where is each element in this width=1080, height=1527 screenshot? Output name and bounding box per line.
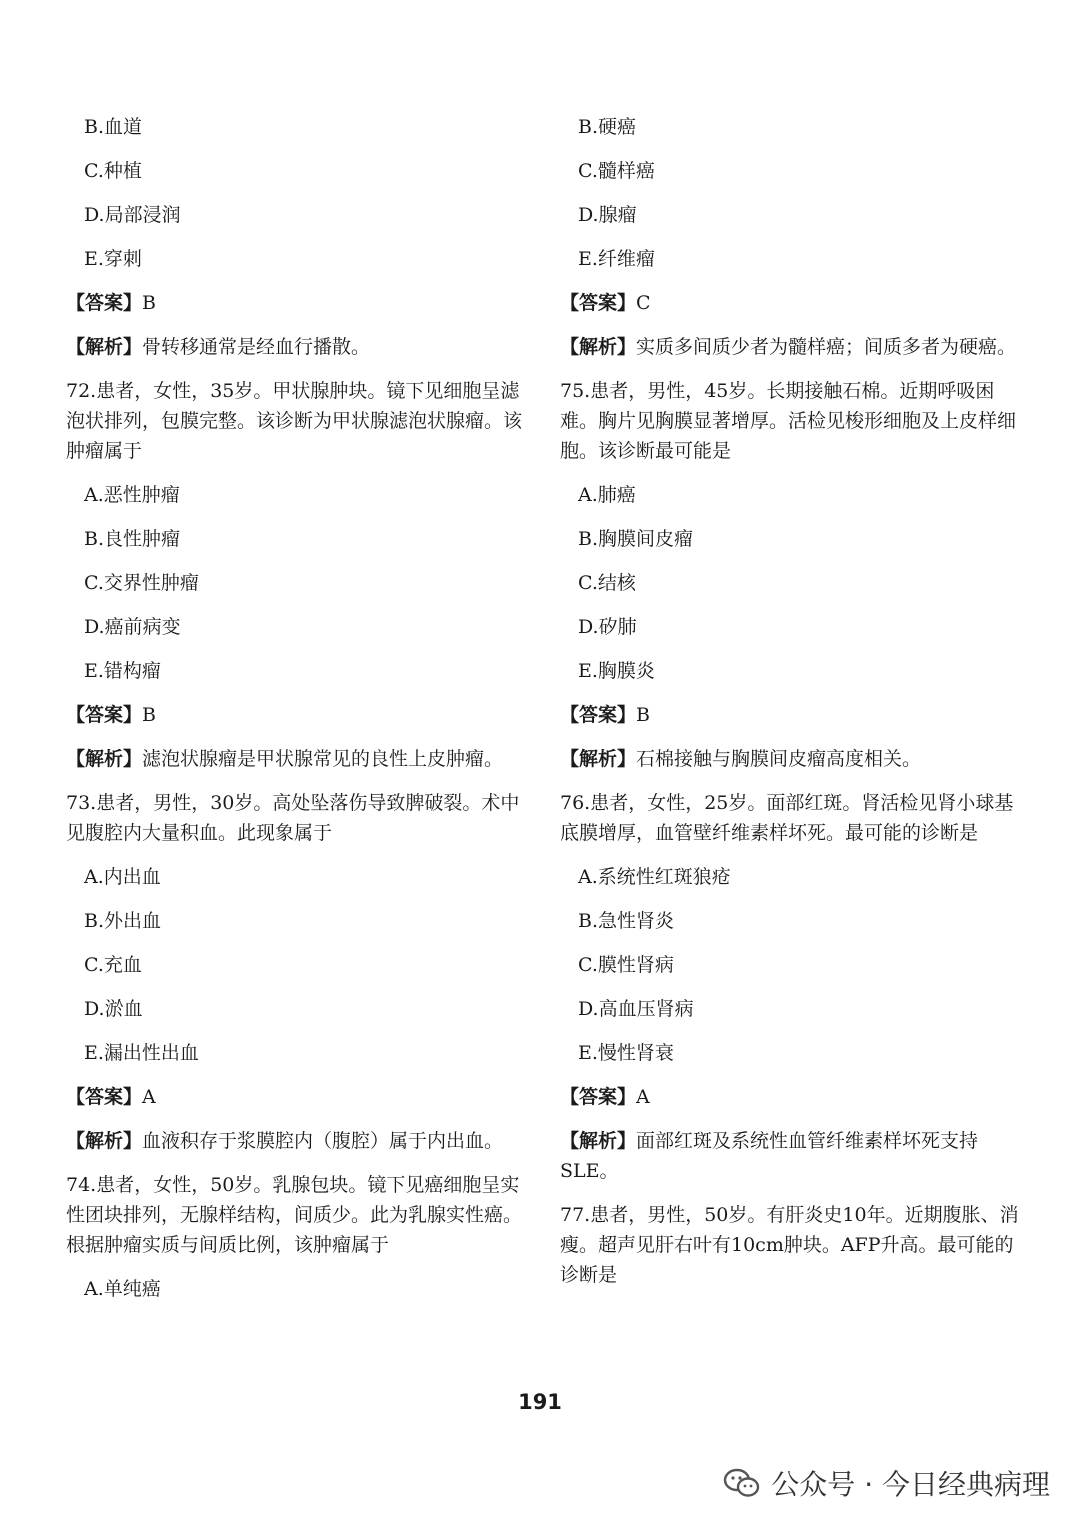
q76-explanation bbox=[560, 1126, 1025, 1186]
q75-explanation bbox=[560, 744, 1025, 774]
q73-answer bbox=[66, 1082, 531, 1112]
q74-option-d: D.腺瘤 bbox=[578, 204, 637, 226]
explanation-text: 面部红斑及系统性血管纤维素样坏死支持SLE。 bbox=[560, 1130, 979, 1182]
q72-answer bbox=[66, 700, 531, 730]
q74-option-b: B.硬癌 bbox=[578, 116, 637, 138]
answer-label: 【答案】 bbox=[66, 1086, 143, 1108]
q75-option-b: B.胸膜间皮瘤 bbox=[578, 528, 694, 550]
answer-value: B bbox=[142, 292, 156, 314]
answer-value: A bbox=[636, 1086, 650, 1108]
q73-option-d: D.淤血 bbox=[84, 998, 143, 1020]
q71-option-e: E.穿刺 bbox=[84, 248, 142, 270]
q71-option-b: B.血道 bbox=[84, 116, 143, 138]
q74-question: 74.患者，女性，50岁。乳腺包块。镜下见癌细胞呈实性团块排列，无腺样结构，间质少。此为乳腺实性癌。根据肿瘤实质与间质比例，该肿瘤属于 bbox=[66, 1174, 523, 1256]
q76-question: 76.患者，女性，25岁。面部红斑。肾活检见肾小球基底膜增厚，血管壁纤维素样坏死。最可能的诊断是 bbox=[560, 792, 1014, 844]
q72-option-b: B.良性肿瘤 bbox=[84, 528, 181, 550]
explanation-text: 实质多间质少者为髓样癌；间质多者为硬癌。 bbox=[636, 336, 1017, 358]
explanation-label: 【解析】 bbox=[66, 336, 143, 358]
wechat-icon bbox=[723, 1467, 761, 1499]
answer-label: 【答案】 bbox=[66, 292, 143, 314]
q76-option-c: C.膜性肾病 bbox=[578, 954, 674, 976]
q71-option-c: C.种植 bbox=[84, 160, 142, 182]
q76-option-a: A.系统性红斑狼疮 bbox=[578, 866, 731, 888]
q74-option-e: E.纤维瘤 bbox=[578, 248, 655, 270]
explanation-label: 【解析】 bbox=[66, 748, 143, 770]
q72-option-a: A.恶性肿瘤 bbox=[84, 484, 180, 506]
q76-option-d: D.高血压肾病 bbox=[578, 998, 694, 1020]
q76-option-b: B.急性肾炎 bbox=[578, 910, 675, 932]
q76-answer bbox=[560, 1082, 1025, 1112]
q72-option-e: E.错构瘤 bbox=[84, 660, 161, 682]
answer-value: A bbox=[142, 1086, 156, 1108]
q75-option-e: E.胸膜炎 bbox=[578, 660, 655, 682]
explanation-text: 骨转移通常是经血行播散。 bbox=[142, 336, 371, 358]
explanation-text: 石棉接触与胸膜间皮瘤高度相关。 bbox=[636, 748, 922, 770]
q76-option-e: E.慢性肾衰 bbox=[578, 1042, 674, 1064]
q73-option-e: E.漏出性出血 bbox=[84, 1042, 199, 1064]
q73-option-b: B.外出血 bbox=[84, 910, 162, 932]
q74-option-c: C.髓样癌 bbox=[578, 160, 655, 182]
q75-answer bbox=[560, 700, 1025, 730]
q73-explanation bbox=[66, 1126, 531, 1156]
answer-value: C bbox=[636, 292, 651, 314]
q75-question: 75.患者，男性，45岁。长期接触石棉。近期呼吸困难。胸片见胸膜显著增厚。活检见梭形细胞及上皮样细胞。该诊断最可能是 bbox=[560, 380, 1017, 462]
q73-option-a: A.内出血 bbox=[84, 866, 161, 888]
q72-explanation bbox=[66, 744, 531, 774]
q75-option-c: C.结核 bbox=[578, 572, 636, 594]
explanation-label: 【解析】 bbox=[560, 1130, 637, 1152]
explanation-text: 滤泡状腺瘤是甲状腺常见的良性上皮肿瘤。 bbox=[142, 748, 504, 770]
answer-label: 【答案】 bbox=[560, 292, 637, 314]
q77-question: 77.患者，男性，50岁。有肝炎史10年。近期腹胀、消瘦。超声见肝右叶有10cm肿块。AFP升高。最可能的诊断是 bbox=[560, 1204, 1019, 1286]
q74-answer bbox=[560, 288, 1025, 318]
answer-label: 【答案】 bbox=[66, 704, 143, 726]
watermark-text: 公众号 · 今日经典病理 bbox=[771, 1468, 1050, 1501]
watermark bbox=[723, 1463, 1050, 1503]
explanation-label: 【解析】 bbox=[560, 748, 637, 770]
page-number: 191 bbox=[518, 1390, 562, 1414]
q71-option-d: D.局部浸润 bbox=[84, 204, 181, 226]
q75-option-a: A.肺癌 bbox=[578, 484, 636, 506]
q72-option-c: C.交界性肿瘤 bbox=[84, 572, 199, 594]
q73-question: 73.患者，男性，30岁。高处坠落伤导致脾破裂。术中见腹腔内大量积血。此现象属于 bbox=[66, 792, 520, 844]
explanation-text: 血液积存于浆膜腔内（腹腔）属于内出血。 bbox=[142, 1130, 504, 1152]
q72-option-d: D.癌前病变 bbox=[84, 616, 181, 638]
q73-option-c: C.充血 bbox=[84, 954, 142, 976]
q71-explanation bbox=[66, 332, 531, 362]
q71-answer bbox=[66, 288, 531, 318]
q72-question: 72.患者，女性，35岁。甲状腺肿块。镜下见细胞呈滤泡状排列，包膜完整。该诊断为甲状腺滤泡状腺瘤。该肿瘤属于 bbox=[66, 380, 523, 462]
answer-value: B bbox=[636, 704, 650, 726]
answer-label: 【答案】 bbox=[560, 1086, 637, 1108]
explanation-label: 【解析】 bbox=[66, 1130, 143, 1152]
answer-value: B bbox=[142, 704, 156, 726]
q74-explanation bbox=[560, 332, 1025, 362]
left-column bbox=[66, 112, 531, 1318]
q74-option-a: A.单纯癌 bbox=[84, 1278, 161, 1300]
answer-label: 【答案】 bbox=[560, 704, 637, 726]
q75-option-d: D.矽肺 bbox=[578, 616, 637, 638]
right-column bbox=[560, 112, 1025, 1304]
explanation-label: 【解析】 bbox=[560, 336, 637, 358]
